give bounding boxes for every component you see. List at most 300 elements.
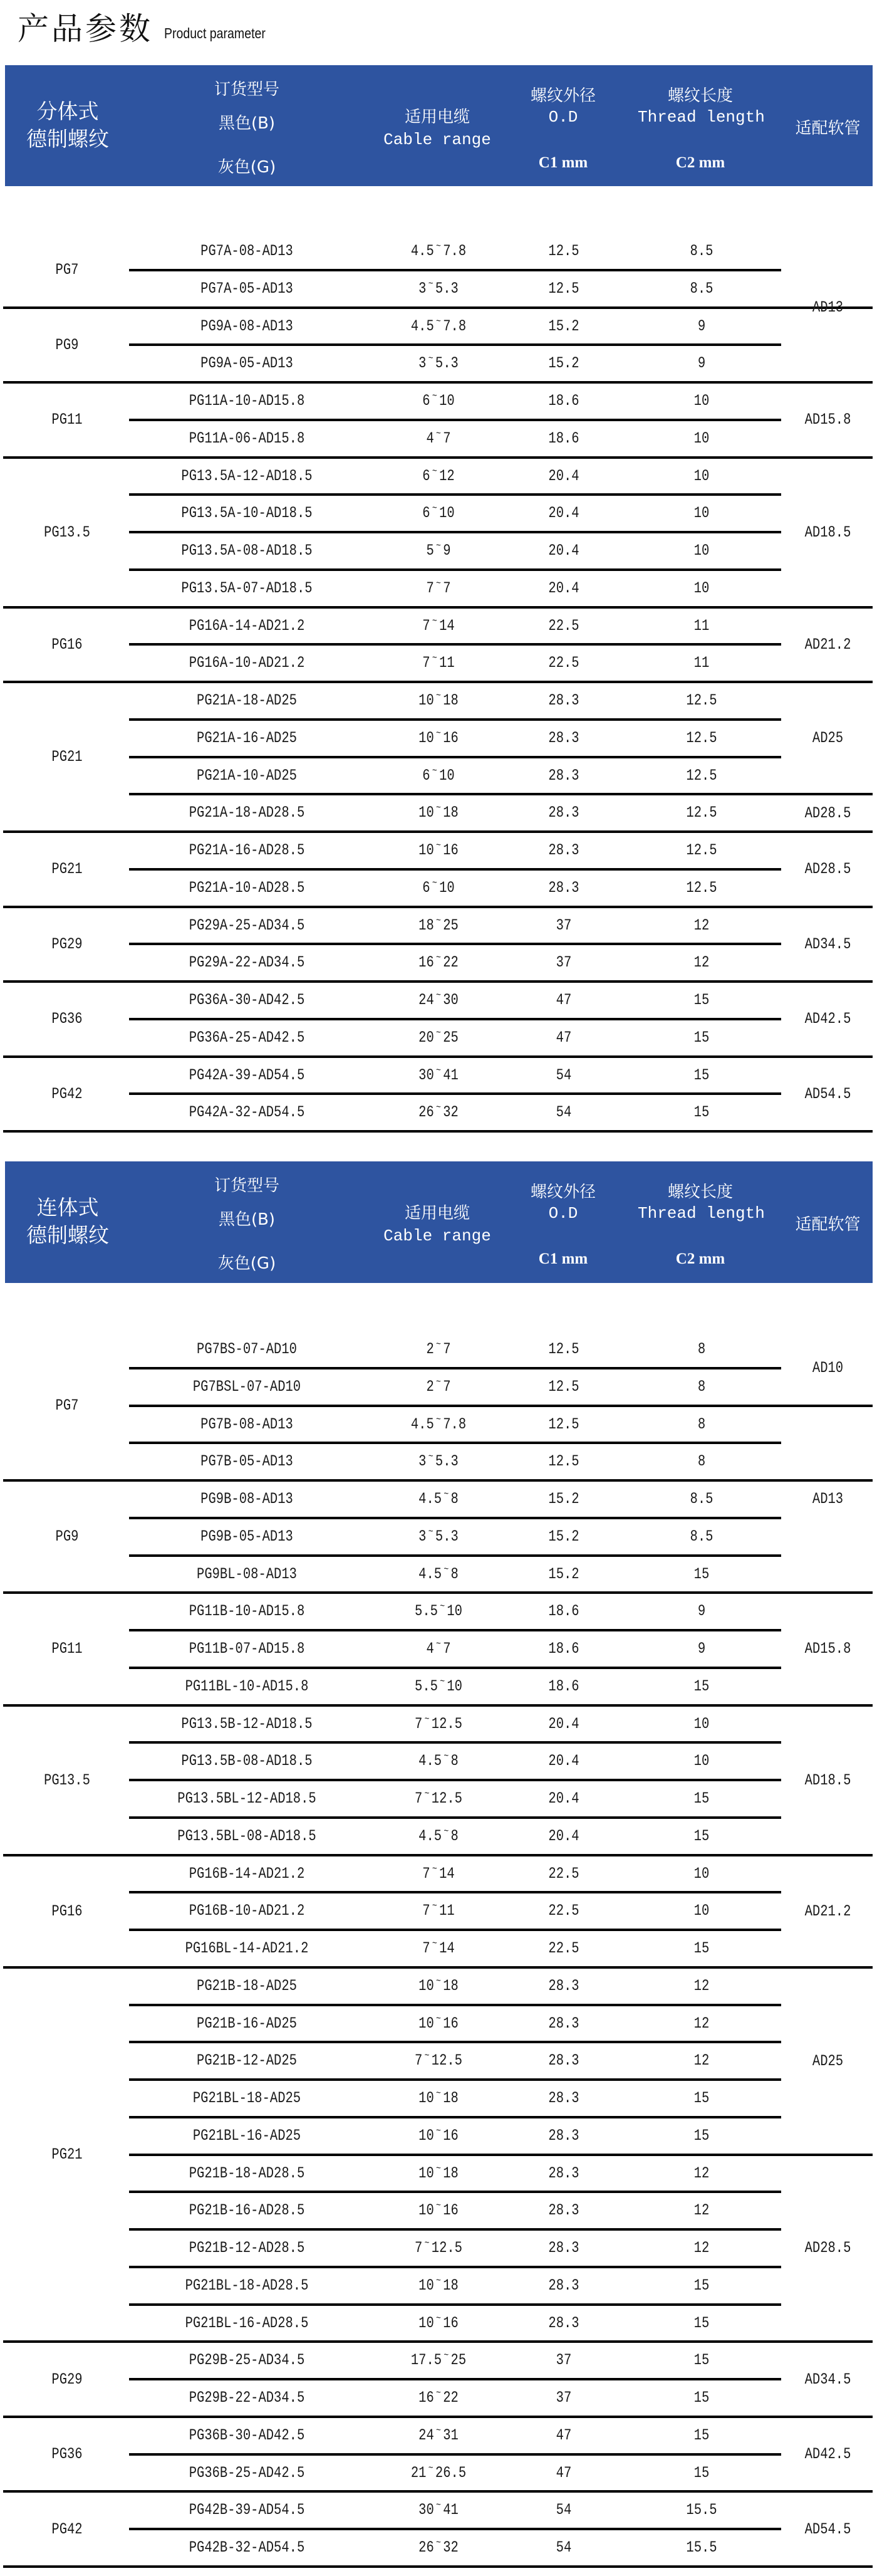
- cable-max: 26.5: [435, 2463, 467, 2482]
- thread-length: 10: [693, 466, 710, 485]
- cable-min: 7: [415, 2051, 423, 2070]
- cable-max: 7.8: [443, 1415, 467, 1433]
- thread-length: 15: [693, 1103, 710, 1122]
- order-model: PG7BSL-07-AD10: [192, 1377, 301, 1396]
- thread-size-group: PG42: [51, 1084, 83, 1103]
- thread-length: 15: [693, 2463, 710, 2482]
- thread-length: 8: [697, 1340, 706, 1358]
- range-separator: ~: [436, 802, 441, 814]
- order-model: PG21A-10-AD25: [197, 766, 297, 785]
- thread-od: 54: [556, 1065, 572, 1084]
- range-separator: ~: [424, 2238, 430, 2249]
- cable-min: 4: [426, 1640, 434, 1658]
- cable-min: 6: [422, 466, 430, 485]
- order-model: PG21B-12-AD28.5: [189, 2239, 305, 2257]
- table-row: [0, 757, 877, 795]
- thread-od: 28.3: [548, 2313, 579, 2332]
- thread-length: 12.5: [686, 766, 717, 785]
- thread-length: 15: [693, 2426, 710, 2444]
- order-model: PG42A-39-AD54.5: [189, 1065, 305, 1084]
- order-model: PG42B-32-AD54.5: [189, 2538, 305, 2557]
- thread-length: 11: [693, 654, 710, 673]
- range-separator: ~: [436, 952, 441, 964]
- range-separator: ~: [432, 765, 437, 777]
- cable-max: 7: [443, 429, 451, 448]
- hose-size: AD28.5: [804, 2239, 851, 2258]
- order-model: PG21B-18-AD28.5: [189, 2164, 305, 2182]
- cable-range: [366, 345, 511, 382]
- thread-length: 12.5: [686, 728, 717, 747]
- thread-length: 12: [693, 2051, 710, 2070]
- cable-range: [366, 1780, 511, 1818]
- table-row: [0, 2417, 877, 2454]
- thread-od: 47: [556, 2463, 572, 2482]
- cable-range: [366, 2491, 511, 2529]
- thread-length: 8.5: [690, 1527, 714, 1546]
- table-row: [0, 233, 877, 270]
- table-row: [0, 1742, 877, 1780]
- thread-od: 20.4: [548, 1714, 579, 1733]
- table-row: [0, 270, 877, 308]
- thread-size-group: PG7: [55, 261, 79, 280]
- range-separator: ~: [436, 1376, 441, 1388]
- cable-max: 10: [439, 878, 455, 897]
- cable-max: 7.8: [443, 317, 467, 335]
- range-separator: ~: [424, 1713, 430, 1725]
- order-model: PG16B-14-AD21.2: [189, 1864, 305, 1883]
- thread-size-group: PG11: [51, 1640, 83, 1658]
- order-model: PG21BL-18-AD28.5: [185, 2276, 309, 2295]
- thread-od: 28.3: [548, 728, 579, 747]
- range-separator: ~: [444, 1825, 449, 1837]
- header-tl-cn: 螺纹长度: [667, 86, 733, 105]
- thread-od: 12.5: [548, 279, 579, 298]
- cable-max: 11: [439, 654, 455, 673]
- thread-length: 12: [693, 2201, 710, 2220]
- hose-size: AD34.5: [804, 2370, 851, 2389]
- hose-size: AD21.2: [804, 1902, 851, 1920]
- order-model: PG13.5BL-12-AD18.5: [177, 1789, 316, 1808]
- thread-length: 15.5: [686, 2538, 717, 2557]
- hose-size: AD34.5: [804, 935, 851, 953]
- table-row: [0, 794, 877, 832]
- thread-size-group: PG11: [51, 411, 83, 429]
- header-tl-en: Thread length: [638, 1204, 765, 1223]
- order-model: PG21B-16-AD28.5: [189, 2201, 305, 2220]
- thread-od: 18.6: [548, 429, 579, 448]
- thread-od: 54: [556, 2538, 572, 2557]
- cable-min: 4.5: [418, 1826, 442, 1845]
- cable-max: 18: [443, 804, 459, 822]
- range-separator: ~: [444, 2350, 449, 2362]
- table-row: [0, 2379, 877, 2417]
- range-separator: ~: [436, 1027, 441, 1039]
- cable-range: [366, 1705, 511, 1743]
- thread-size-group: PG29: [51, 2370, 83, 2389]
- table-row: [0, 907, 877, 945]
- order-model: PG29B-25-AD34.5: [189, 2351, 305, 2370]
- table-row: [0, 1705, 877, 1743]
- cable-max: 18: [443, 1976, 459, 1995]
- cable-max: 18: [443, 2164, 459, 2182]
- thread-length: 12: [693, 2164, 710, 2182]
- cable-max: 7: [443, 1377, 451, 1396]
- header-type-line1: 分体式: [36, 99, 99, 123]
- table-row: [0, 944, 877, 982]
- cable-range: [366, 2080, 511, 2117]
- cable-min: 10: [418, 2313, 434, 2332]
- order-model: PG13.5A-07-AD18.5: [181, 579, 313, 597]
- thread-length: 10: [693, 504, 710, 523]
- range-separator: ~: [436, 1975, 441, 1987]
- hose-size: AD18.5: [804, 523, 851, 542]
- header-type: [5, 98, 130, 153]
- cable-min: 2: [426, 1377, 434, 1396]
- cable-min: 5.5: [415, 1602, 438, 1621]
- thread-od: 18.6: [548, 392, 579, 410]
- range-separator: ~: [424, 1788, 430, 1799]
- cable-max: 12.5: [431, 2239, 462, 2257]
- cable-min: 30: [418, 1065, 434, 1084]
- cable-min: 3: [418, 1527, 427, 1546]
- order-model: PG13.5A-10-AD18.5: [181, 504, 313, 523]
- hose-size: AD28.5: [804, 860, 851, 879]
- thread-length: 15.5: [686, 2501, 717, 2520]
- table-row: [0, 869, 877, 907]
- cable-min: 7: [422, 1902, 430, 1920]
- thread-od: 47: [556, 991, 572, 1009]
- header-type: [5, 1194, 130, 1249]
- range-separator: ~: [436, 2200, 441, 2212]
- thread-od: 28.3: [548, 878, 579, 897]
- header-od-unit: C1 mm: [538, 154, 588, 171]
- row-divider: [3, 2565, 873, 2568]
- cable-min: 6: [422, 766, 430, 785]
- cable-min: 24: [418, 991, 434, 1009]
- cable-min: 10: [418, 2126, 434, 2145]
- thread-od: 12.5: [548, 1377, 579, 1396]
- thread-od: 28.3: [548, 2276, 579, 2295]
- cable-min: 10: [418, 2089, 434, 2107]
- cable-min: 4: [426, 429, 434, 448]
- cable-max: 25: [443, 1028, 459, 1047]
- cable-max: 14: [439, 616, 455, 635]
- table-row: [0, 2305, 877, 2342]
- header-cable-en: Cable range: [383, 130, 491, 149]
- cable-range: [366, 832, 511, 869]
- cable-min: 7: [422, 616, 430, 635]
- table-row: [0, 607, 877, 645]
- thread-length: 8.5: [690, 242, 714, 260]
- thread-length: 10: [693, 429, 710, 448]
- cable-min: 7: [422, 654, 430, 673]
- cable-min: 10: [418, 841, 434, 859]
- thread-od: 28.3: [548, 804, 579, 822]
- thread-length: 15: [693, 2313, 710, 2332]
- table-row: [0, 1406, 877, 1443]
- cable-min: 4.5: [418, 1752, 442, 1771]
- table-row: [0, 1019, 877, 1057]
- range-separator: ~: [436, 2088, 441, 2099]
- cable-max: 25: [450, 2351, 467, 2370]
- table-row: [0, 1057, 877, 1094]
- hose-size: AD28.5: [804, 804, 851, 822]
- thread-od: 22.5: [548, 1902, 579, 1920]
- order-model: PG9B-05-AD13: [200, 1527, 293, 1546]
- table-row: [0, 1443, 877, 1480]
- range-separator: ~: [444, 1489, 449, 1500]
- table-row: [0, 1331, 877, 1368]
- order-model: PG21A-18-AD28.5: [189, 804, 305, 822]
- cable-min: 3: [418, 354, 427, 373]
- thread-length: 10: [693, 1714, 710, 1733]
- thread-od: 20.4: [548, 1789, 579, 1808]
- thread-od: 20.4: [548, 504, 579, 523]
- range-separator: ~: [436, 2424, 441, 2436]
- cable-range: [366, 2229, 511, 2267]
- range-separator: ~: [436, 914, 441, 926]
- thread-length: 15: [693, 2089, 710, 2107]
- thread-length: 10: [693, 1902, 710, 1920]
- cable-range: [366, 607, 511, 645]
- thread-od: 54: [556, 1103, 572, 1122]
- cable-min: 26: [418, 1103, 434, 1122]
- order-model: PG29A-25-AD34.5: [189, 916, 305, 935]
- cable-range: [366, 458, 511, 495]
- thread-length: 8: [697, 1452, 706, 1471]
- header-cable-en: Cable range: [383, 1227, 491, 1245]
- cable-range: [366, 1742, 511, 1780]
- table-row: [0, 2229, 877, 2267]
- header-hose: 适配软管: [795, 119, 861, 138]
- thread-length: 10: [693, 1864, 710, 1883]
- cable-min: 7: [415, 1714, 423, 1733]
- cable-max: 32: [443, 2538, 459, 2557]
- table-header-split: [5, 65, 873, 186]
- cable-min: 17.5: [410, 2351, 442, 2370]
- thread-od: 28.3: [548, 841, 579, 859]
- cable-max: 5.3: [435, 279, 459, 298]
- cable-max: 14: [439, 1939, 455, 1957]
- cable-range: [366, 2379, 511, 2417]
- thread-length: 10: [693, 579, 710, 597]
- thread-od: 28.3: [548, 1976, 579, 1995]
- cable-range: [366, 1967, 511, 2005]
- cable-max: 18: [443, 2089, 459, 2107]
- table-row: [0, 2342, 877, 2379]
- cable-max: 18: [443, 2276, 459, 2295]
- cable-max: 10: [439, 392, 455, 410]
- order-model: PG11B-07-AD15.8: [189, 1640, 305, 1658]
- header-black: 黑色(B): [218, 114, 276, 133]
- thread-length: 9: [697, 317, 706, 335]
- cable-min: 5.5: [415, 1677, 438, 1695]
- thread-od: 20.4: [548, 466, 579, 485]
- thread-size-group: PG16: [51, 1902, 83, 1920]
- cable-min: 16: [418, 953, 434, 972]
- order-model: PG21A-18-AD25: [197, 691, 297, 709]
- cable-range: [366, 2042, 511, 2080]
- header-tl-unit: C2 mm: [675, 1250, 725, 1267]
- thread-length: 9: [697, 354, 706, 373]
- hose-size: AD18.5: [804, 1771, 851, 1789]
- table-split-thread: [0, 233, 877, 1131]
- cable-range: [366, 2342, 511, 2379]
- order-model: PG13.5A-08-AD18.5: [181, 542, 313, 560]
- range-separator: ~: [428, 1526, 433, 1537]
- thread-length: 12: [693, 2239, 710, 2257]
- thread-length: 12: [693, 953, 710, 972]
- page-title: [18, 9, 283, 49]
- cable-min: 4.5: [410, 242, 434, 260]
- thread-length: 15: [693, 2389, 710, 2407]
- order-model: PG21B-18-AD25: [197, 1976, 297, 1995]
- range-separator: ~: [428, 278, 433, 290]
- range-separator: ~: [436, 727, 441, 739]
- cable-range: [366, 1443, 511, 1480]
- thread-size-group: PG13.5: [44, 523, 90, 542]
- thread-od: 22.5: [548, 616, 579, 635]
- range-separator: ~: [436, 690, 441, 701]
- hose-size: AD13: [812, 298, 844, 317]
- cable-max: 12.5: [431, 1789, 462, 1808]
- range-separator: ~: [432, 503, 437, 515]
- range-separator: ~: [436, 1064, 441, 1076]
- cable-min: 5: [426, 542, 434, 560]
- cable-range: [366, 1368, 511, 1406]
- cable-range: [366, 233, 511, 270]
- order-model: PG21A-10-AD28.5: [189, 878, 305, 897]
- order-model: PG21BL-16-AD25: [192, 2126, 301, 2145]
- thread-size-group: PG9: [55, 1527, 79, 1546]
- header-cable-cn: 适用电缆: [404, 108, 470, 127]
- range-separator: ~: [436, 840, 441, 851]
- table-row: [0, 345, 877, 382]
- thread-length: 12: [693, 1976, 710, 1995]
- cable-min: 24: [418, 2426, 434, 2444]
- range-separator: ~: [436, 2162, 441, 2174]
- range-separator: ~: [428, 353, 433, 365]
- cable-max: 9: [443, 542, 451, 560]
- thread-length: 15: [693, 2276, 710, 2295]
- header-cable-cn: 适用电缆: [404, 1204, 470, 1223]
- range-separator: ~: [444, 1751, 449, 1762]
- range-separator: ~: [436, 427, 441, 439]
- cable-min: 3: [418, 279, 427, 298]
- cable-range: [366, 270, 511, 308]
- order-model: PG7A-05-AD13: [200, 279, 293, 298]
- thread-length: 12.5: [686, 691, 717, 709]
- cable-max: 30: [443, 991, 459, 1009]
- cable-max: 32: [443, 1103, 459, 1122]
- header-type-line2: 德制螺纹: [26, 127, 109, 151]
- hose-size: AD21.2: [804, 635, 851, 654]
- cable-max: 16: [443, 728, 459, 747]
- cable-max: 41: [443, 1065, 459, 1084]
- table-row: [0, 832, 877, 869]
- range-separator: ~: [436, 2013, 441, 2024]
- hose-size: AD25: [812, 2051, 844, 2070]
- thread-length: 11: [693, 616, 710, 635]
- range-separator: ~: [444, 1563, 449, 1575]
- cable-range: [366, 2005, 511, 2043]
- thread-length: 9: [697, 1602, 706, 1621]
- range-separator: ~: [436, 2275, 441, 2286]
- cable-range: [366, 420, 511, 458]
- cable-range: [366, 2305, 511, 2342]
- order-model: PG36A-30-AD42.5: [189, 991, 305, 1009]
- table-row: [0, 720, 877, 757]
- cable-range: [366, 570, 511, 607]
- cable-max: 7: [443, 1640, 451, 1658]
- thread-size-group: PG21: [51, 860, 83, 879]
- order-model: PG11A-10-AD15.8: [189, 392, 305, 410]
- cable-min: 6: [422, 392, 430, 410]
- cable-min: 20: [418, 1028, 434, 1047]
- thread-od: 20.4: [548, 579, 579, 597]
- cable-min: 4.5: [410, 1415, 434, 1433]
- table-row: [0, 2267, 877, 2305]
- cable-max: 8: [450, 1826, 459, 1845]
- cable-range: [366, 495, 511, 532]
- order-model: PG16A-10-AD21.2: [189, 654, 305, 673]
- order-model: PG21B-12-AD25: [197, 2051, 297, 2070]
- header-od-cn: 螺纹外径: [530, 1183, 596, 1202]
- range-separator: ~: [436, 1339, 441, 1350]
- thread-od: 28.3: [548, 766, 579, 785]
- order-model: PG42A-32-AD54.5: [189, 1103, 305, 1122]
- range-separator: ~: [436, 315, 441, 327]
- cable-max: 14: [439, 1864, 455, 1883]
- order-model: PG13.5B-08-AD18.5: [181, 1752, 313, 1771]
- table-row: [0, 1930, 877, 1967]
- range-separator: ~: [436, 990, 441, 1001]
- cable-min: 10: [418, 2164, 434, 2182]
- header-od-unit: C1 mm: [538, 1250, 588, 1267]
- cable-max: 10: [447, 1602, 462, 1621]
- thread-od: 15.2: [548, 317, 579, 335]
- order-model: PG9BL-08-AD13: [197, 1564, 297, 1583]
- cable-max: 7.8: [443, 242, 467, 260]
- range-separator: ~: [436, 241, 441, 252]
- range-separator: ~: [436, 2312, 441, 2324]
- cable-min: 10: [418, 1976, 434, 1995]
- thread-size-group: PG9: [55, 335, 79, 354]
- cable-max: 12: [439, 466, 455, 485]
- range-separator: ~: [436, 540, 441, 552]
- table-row: [0, 1556, 877, 1593]
- cable-range: [366, 1406, 511, 1443]
- table-row: [0, 1780, 877, 1818]
- thread-size-group: PG21: [51, 748, 83, 766]
- order-model: PG16A-14-AD21.2: [189, 616, 305, 635]
- table-row: [0, 1518, 877, 1556]
- header-tl-unit: C2 mm: [675, 154, 725, 171]
- table-row: [0, 1818, 877, 1855]
- cable-range: [366, 944, 511, 982]
- header-gray: 灰色(G): [217, 1254, 276, 1273]
- cable-range: [366, 308, 511, 345]
- thread-od: 18.6: [548, 1602, 579, 1621]
- thread-length: 9: [697, 1640, 706, 1658]
- range-separator: ~: [424, 2050, 430, 2062]
- table-row: [0, 382, 877, 420]
- cable-max: 16: [443, 2201, 459, 2220]
- cable-range: [366, 907, 511, 945]
- cable-max: 12.5: [431, 2051, 462, 2070]
- range-separator: ~: [436, 2125, 441, 2137]
- cable-min: 10: [418, 804, 434, 822]
